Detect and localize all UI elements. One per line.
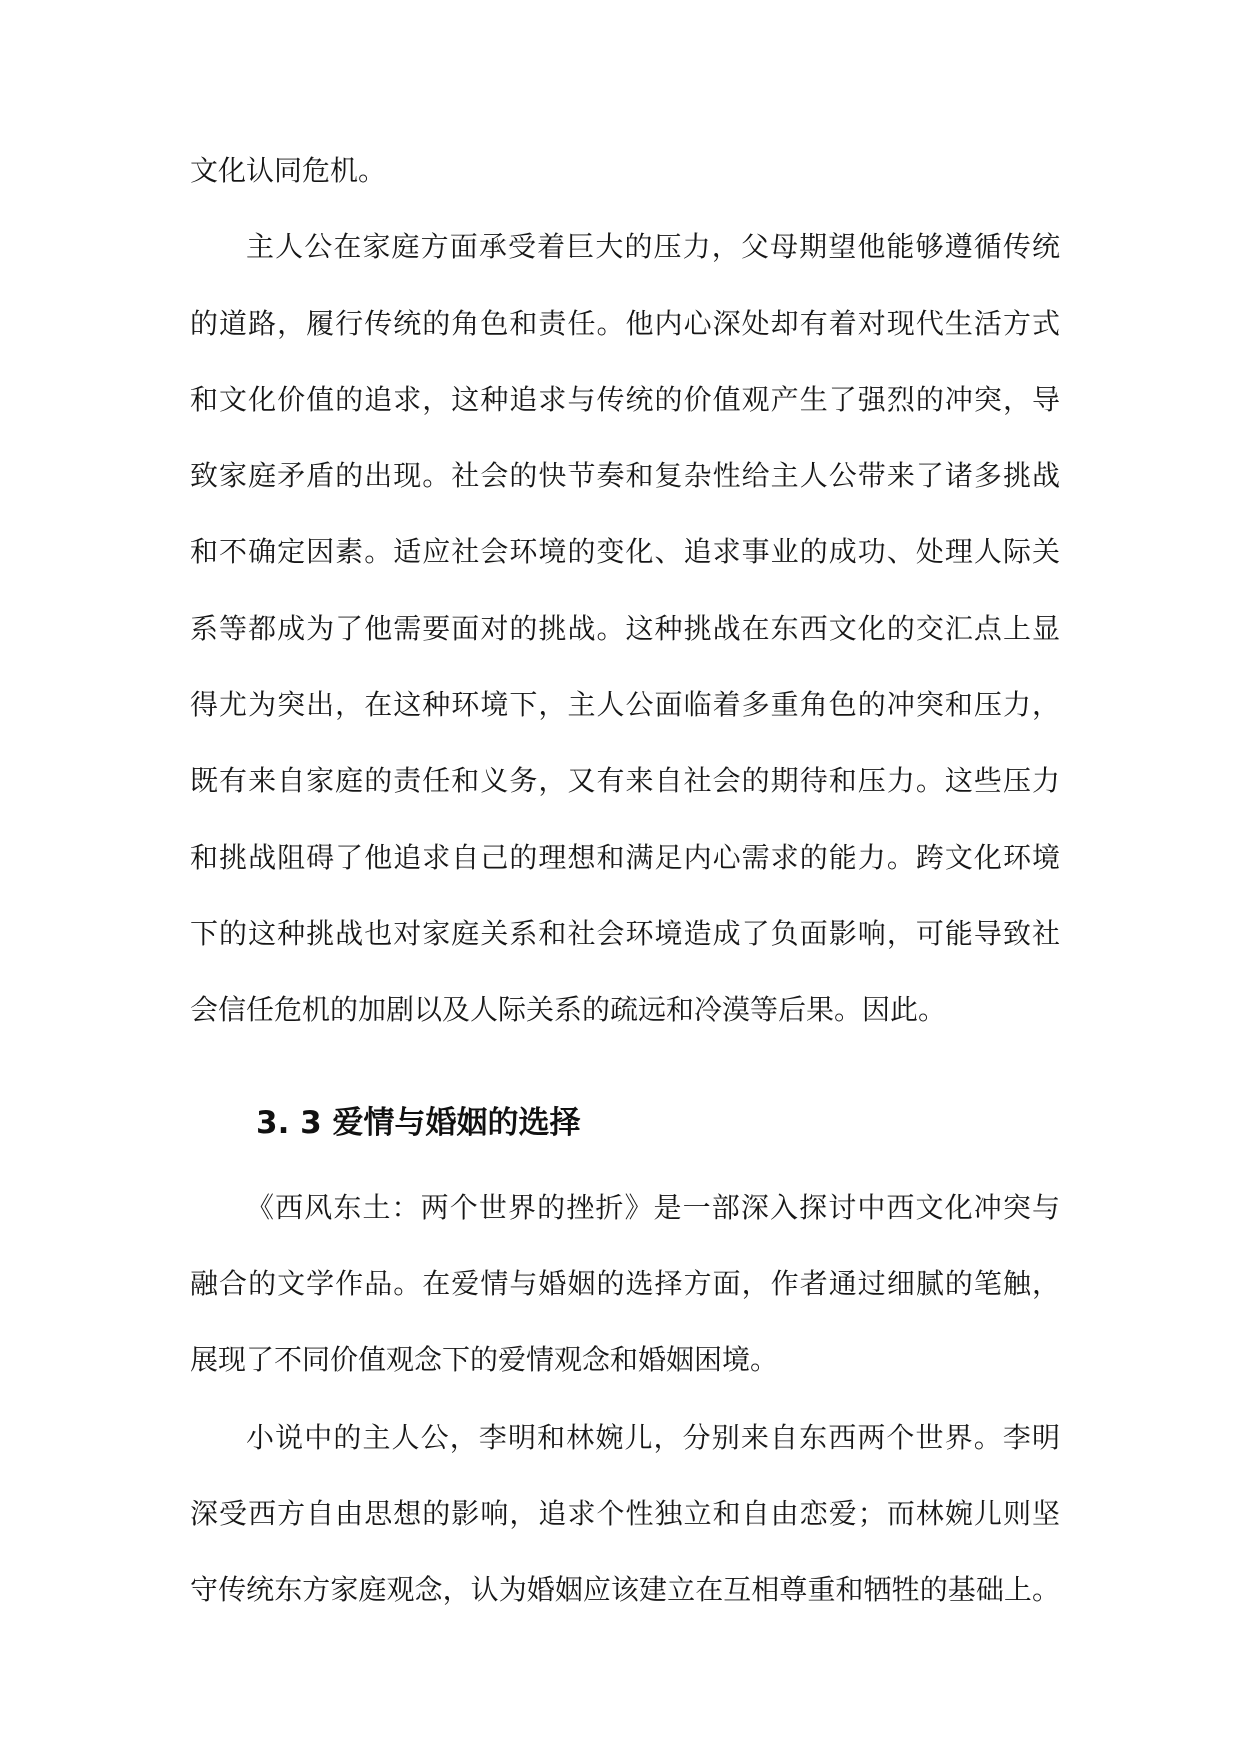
text-line: 深受西方自由思想的影响，追求个性独立和自由恋爱；而林婉儿则坚 — [190, 1497, 1060, 1531]
paragraph-family-pressure — [190, 209, 1060, 1048]
paragraph-protagonists — [190, 1400, 1060, 1629]
text-line: 的道路，履行传统的角色和责任。他内心深处却有着对现代生活方式 — [190, 306, 1060, 340]
text-line: 既有来自家庭的责任和义务，又有来自社会的期待和压力。这些压力 — [190, 764, 1060, 798]
text-line: 小说中的主人公，李明和林婉儿，分别来自东西两个世界。李明 — [246, 1420, 1060, 1454]
text-line: 和文化价值的追求，这种追求与传统的价值观产生了强烈的冲突，导 — [190, 382, 1060, 416]
text-line: 会信任危机的加剧以及人际关系的疏远和冷漠等后果。因此。 — [190, 993, 947, 1027]
text-line: 得尤为突出，在这种环境下，主人公面临着多重角色的冲突和压力， — [190, 688, 1060, 722]
text-line: 致家庭矛盾的出现。社会的快节奏和复杂性给主人公带来了诸多挑战 — [190, 459, 1060, 493]
paragraph-novel-intro — [190, 1170, 1060, 1399]
document-body — [190, 133, 1060, 1629]
text-line: 《西风东土：两个世界的挫折》是一部深入探讨中西文化冲突与 — [246, 1190, 1060, 1224]
text-line: 展现了不同价值观念下的爱情观念和婚姻困境。 — [190, 1343, 779, 1377]
text-line: 和挑战阻碍了他追求自己的理想和满足内心需求的能力。跨文化环境 — [190, 840, 1060, 874]
section-heading: 3. 3 爱情与婚姻的选择 — [256, 1104, 581, 1141]
text-line: 和不确定因素。适应社会环境的变化、追求事业的成功、处理人际关 — [190, 535, 1060, 569]
text-line: 主人公在家庭方面承受着巨大的压力，父母期望他能够遵循传统 — [246, 230, 1060, 264]
text-line: 融合的文学作品。在爱情与婚姻的选择方面，作者通过细腻的笔触， — [190, 1267, 1060, 1301]
text-line: 守传统东方家庭观念，认为婚姻应该建立在互相尊重和牺牲的基础上。 — [190, 1573, 1060, 1607]
text-line: 下的这种挑战也对家庭关系和社会环境造成了负面影响，可能导致社 — [190, 916, 1060, 950]
text-line: 系等都成为了他需要面对的挑战。这种挑战在东西文化的交汇点上显 — [190, 611, 1060, 645]
paragraph-continuation — [190, 133, 1060, 209]
text-line: 文化认同危机。 — [190, 154, 387, 187]
